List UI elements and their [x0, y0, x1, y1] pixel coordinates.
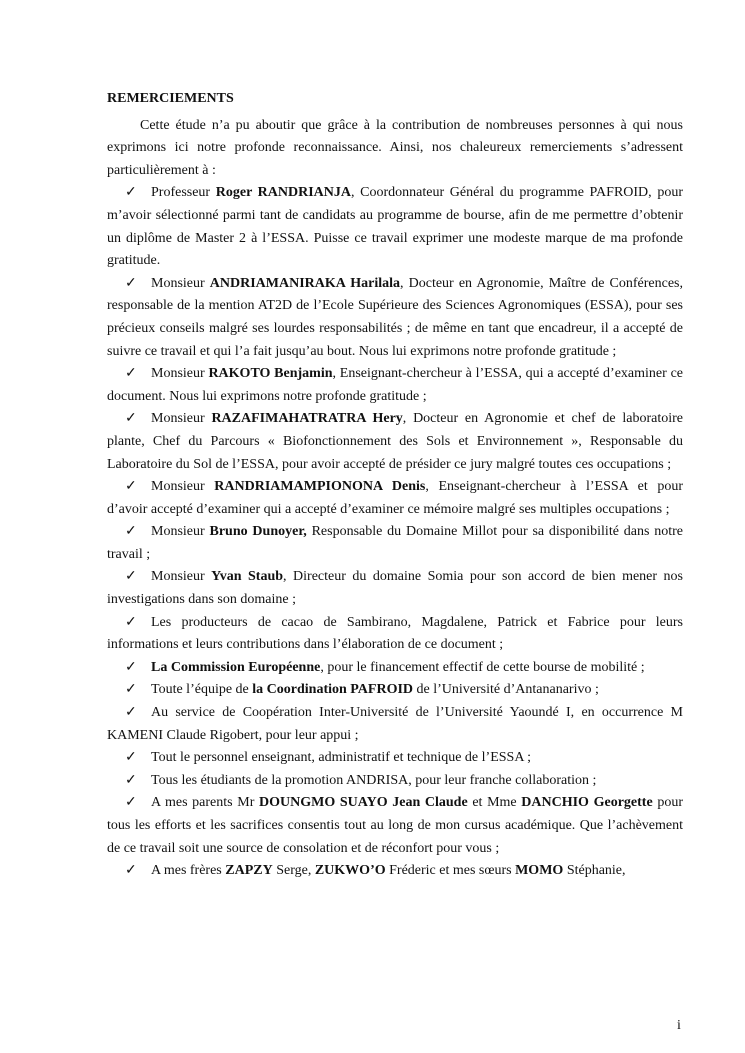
page-title: REMERCIEMENTS [107, 91, 234, 106]
item-text: Monsieur [151, 569, 212, 585]
bold-name: ZUKWO’O [314, 863, 386, 879]
list-item [107, 747, 683, 770]
item-text: de l’Université d’Antananarivo ; [413, 682, 599, 698]
page-number: i [677, 1018, 681, 1033]
checkmark-icon: ✓ [125, 682, 137, 698]
item-text: Responsable du Domaine Millot pour sa disponibilité dans notre travail ; [107, 524, 683, 562]
list-item [107, 702, 683, 747]
acknowledgements-page [107, 88, 683, 883]
list-item [107, 273, 683, 363]
item-text: , Enseignant-chercheur à l’ESSA et pour d’avoir accepté d’examiner qui a accepté d’examiner ce mémoire malgré ses multiples occupations ; [107, 479, 684, 517]
item-text: Monsieur [151, 524, 210, 540]
checkmark-icon: ✓ [125, 275, 137, 291]
bold-name: MOMO [515, 863, 564, 879]
item-text: , Directeur du domaine Somia pour son accord de bien mener nos investigations dans son domaine ; [107, 569, 683, 608]
item-text: Au service de Coopération Inter-Université de l’Université Yaoundé I, en occurrence M KAMENI Claude Rigobert, pour leur appui ; [107, 705, 683, 743]
bold-name: Bruno Dunoyer, [209, 524, 307, 540]
list-item [107, 860, 683, 883]
item-text: Monsieur [151, 411, 212, 427]
list-item [107, 612, 683, 657]
bold-name: DANCHIO Georgette [521, 795, 653, 811]
checkmark-icon: ✓ [125, 411, 137, 427]
item-text: Stéphanie, [563, 863, 626, 879]
list-item [107, 657, 683, 680]
item-text: , pour le financement effectif de cette bourse de mobilité ; [320, 659, 645, 675]
item-text: Monsieur [151, 479, 215, 495]
item-text: Les producteurs de cacao de Sambirano, Magdalene, Patrick et Fabrice pour leurs informations et leurs contributions dans l’élaboration de ce document ; [107, 614, 683, 653]
checkmark-icon: ✓ [125, 863, 137, 879]
item-text: , Enseignant-chercheur à l’ESSA, qui a accepté d’examiner ce document. Nous lui exprimons notre profonde gratitude ; [107, 366, 683, 404]
checkmark-icon: ✓ [125, 750, 137, 766]
checkmark-icon: ✓ [125, 614, 137, 630]
checkmark-icon: ✓ [125, 795, 137, 811]
checkmark-icon: ✓ [125, 366, 137, 382]
list-item [107, 679, 683, 702]
list-item [107, 792, 683, 860]
intro-paragraph: Cette étude n’a pu aboutir que grâce à la contribution de nombreuses personnes à qui nous exprimons ici notre profonde reconnaissance. Ainsi, nos chaleureux remerciements s’adressent particulièrement à : [107, 117, 683, 178]
item-text: et Mme [467, 795, 522, 811]
item-text: A mes parents Mr [151, 795, 260, 811]
bold-name: Roger RANDRIANJA [215, 185, 352, 201]
item-text: Professeur [151, 185, 216, 201]
bold-name: la Coordination PAFROID [252, 682, 414, 698]
bold-name: ZAPZY [225, 863, 273, 879]
checkmark-icon: ✓ [125, 185, 137, 201]
item-text: Tout le personnel enseignant, administratif et technique de l’ESSA ; [151, 750, 532, 766]
checkmark-icon: ✓ [125, 659, 137, 675]
list-item [107, 521, 683, 566]
checkmark-icon: ✓ [125, 569, 137, 585]
checkmark-icon: ✓ [125, 524, 137, 540]
item-text: pour tous les efforts et les sacrifices consentis tout au long de mon cursus académique. Que l’achèvement de ce travail soit une source de consolation et de réconfort pour vous ; [107, 795, 683, 856]
item-text: A mes frères [151, 863, 226, 879]
checkmark-icon: ✓ [125, 705, 137, 721]
item-text: Monsieur [151, 275, 210, 291]
list-item [107, 770, 683, 793]
list-item [107, 363, 683, 408]
list-item [107, 408, 683, 476]
item-text: Tous les étudiants de la promotion ANDRISA, pour leur franche collaboration ; [151, 772, 597, 788]
item-text: Serge, [272, 863, 315, 879]
item-text: Toute l’équipe de [151, 682, 253, 698]
list-item [107, 182, 683, 272]
list-item [107, 476, 683, 521]
bold-name: ANDRIAMANIRAKA Harilala [209, 275, 400, 291]
acknowledgement-list [107, 182, 683, 882]
bold-name: La Commission Européenne [151, 659, 321, 675]
checkmark-icon: ✓ [125, 479, 137, 495]
item-text: , Docteur en Agronomie, Maître de Conférences, responsable de la mention AT2D de l’Ecole Supérieure des Sciences Agronomiques (ESSA), pour ses précieux conseils malgré ses lourdes responsabilités ; de même en tant que encadreur, il a accepté de suivre ce travail et qui l’a fait jusqu’au bout. Nous lui exprimons notre profonde gratitude ; [107, 275, 683, 359]
list-item [107, 566, 683, 611]
bold-name: RANDRIAMAMPIONONA Denis [214, 479, 426, 495]
bold-name: DOUNGMO SUAYO Jean Claude [259, 795, 468, 811]
bold-name: RAZAFIMAHATRATRA Hery [211, 411, 403, 427]
item-text: Fréderic et mes sœurs [385, 863, 516, 879]
bold-name: Yvan Staub [211, 569, 284, 585]
item-text: Monsieur [151, 366, 209, 382]
bold-name: RAKOTO Benjamin [208, 366, 333, 382]
checkmark-icon: ✓ [125, 772, 137, 788]
item-text: , Docteur en Agronomie et chef de laboratoire plante, Chef du Parcours « Biofonctionnement des Sols et Environnement », Responsable du Laboratoire du Sol de l’ESSA, pour avoir accepté de présider ce jury malgré toutes ces occupations ; [107, 411, 684, 472]
item-text: , Coordonnateur Général du programme PAFROID, pour m’avoir sélectionné parmi tant de candidats au programme de bourse, afin de me permettre d’obtenir un diplôme de Master 2 à l’ESSA. Puisse ce travail exprimer une modeste marque de ma profonde gratitude. [107, 185, 683, 269]
